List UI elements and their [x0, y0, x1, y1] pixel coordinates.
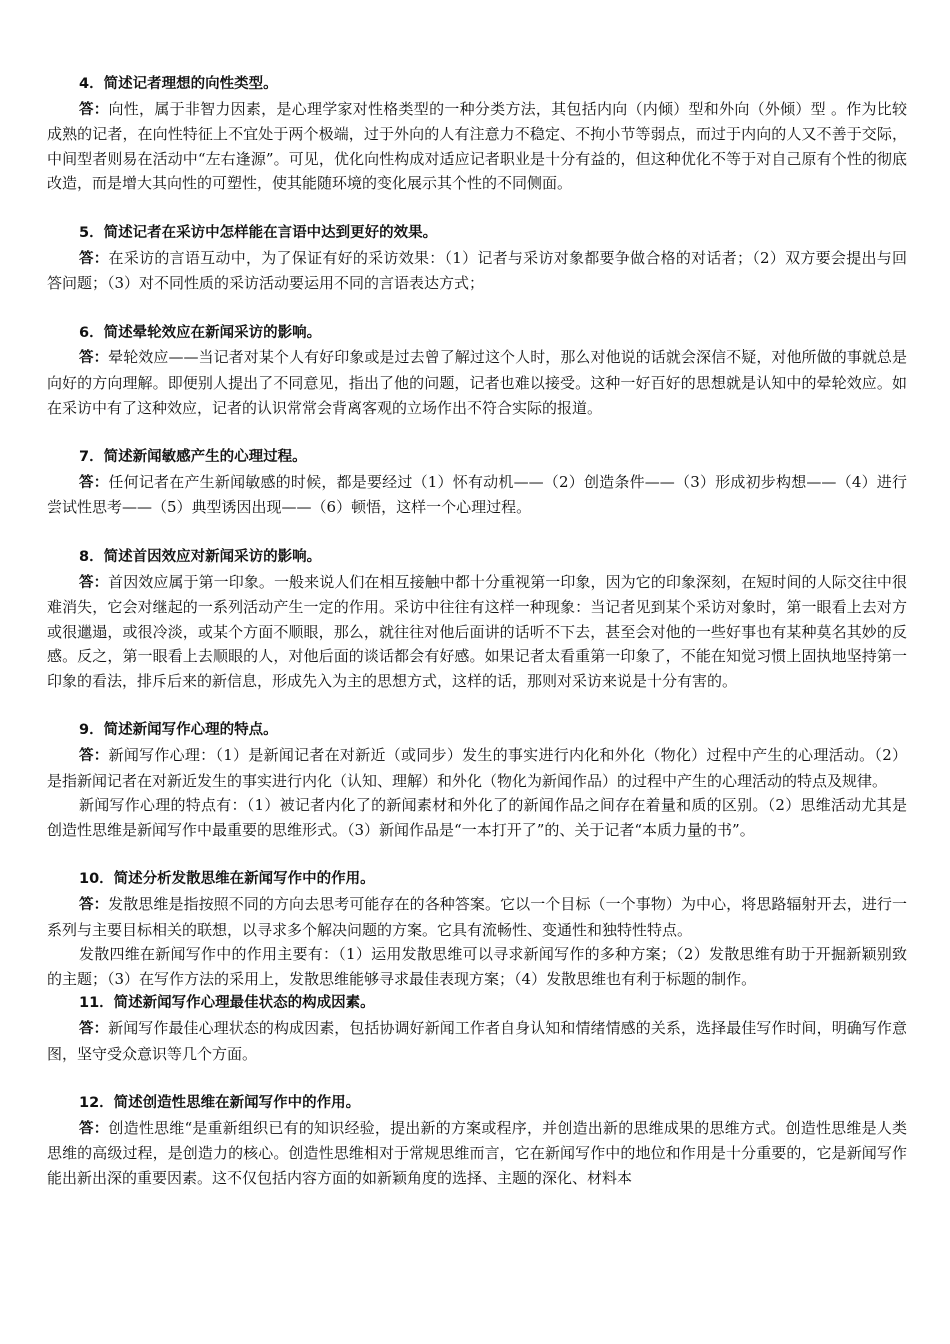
answer-text: 向性，属于非智力因素，是心理学家对性格类型的一种分类方法，其包括内向（内倾）型和外向（外倾）型 。作为比较成熟的记者，在向性特征上不宜处于两个极端，过于外向的人有注意力不稳定、不拘小节等弱点，而过于内向的人又不善于交际，中间型者则易在活动中“左右逢源”。可见，优化向性构成对适应记者职业是十分有益的，但这种优化不等于对自己原有个性的彻底改造，而是增大其向性的可塑性，使其能随环境的变化展示其个性的不同侧面。 — [47, 99, 907, 193]
answer-label: 答： — [79, 748, 109, 765]
qa-item-7 — [47, 445, 907, 520]
answer-paragraph — [47, 246, 907, 296]
answer-text: 首因效应属于第一印象。一般来说人们在相互接触中都十分重视第一印象，因为它的印象深刻，在短时间的人际交往中很难消失，它会对继起的一系列活动产生一定的作用。采访中往往有这样一种现象：当记者见到某个采访对象时，第一眼看上去对方或很邋遢，或很冷淡，或某个方面不顺眼，那么，就往往对他后面讲的话听不下去，甚至会对他的一些好事也有某种莫名其妙的反感。反之，第一眼看上去顺眼的人，对他后面的谈话都会有好感。如果记者太看重第一印象了，不能在知觉习惯上固执地坚持第一印象的看法，排斥后来的新信息，形成先入为主的思想方式，这样的话，那则对采访来说是十分有害的。 — [47, 572, 907, 690]
question-heading: 7．简述新闻敏感产生的心理过程。 — [79, 449, 307, 466]
answer-paragraph — [47, 470, 907, 520]
question-heading: 11．简述新闻写作心理最佳状态的构成因素。 — [79, 995, 375, 1012]
answer-label: 答： — [79, 1021, 109, 1037]
answer-label: 答： — [79, 474, 109, 491]
question-heading: 6．简述晕轮效应在新闻采访的影响。 — [79, 324, 322, 341]
document-page — [47, 72, 907, 1191]
answer-continuation-paragraph: 发散四维在新闻写作中的作用主要有：（1）运用发散思维可以寻求新闻写作的多种方案；（2）发散思维有助于开掘新颖别致的主题；（3）在写作方法的采用上，发散思维能够寻求最佳表现方案；（4）发散思维也有利于标题的制作。 — [47, 945, 907, 988]
answer-text: 创造性思维“是重新组织已有的知识经验，提出新的方案或程序，并创造出新的思维成果的思维方式。创造性思维是人类思维的高级过程，是创造力的核心。创造性思维相对于常规思维而言，它在新闻写作中的地位和作用是十分重要的，它是新闻写作能出新出深的重要因素。这不仅包括内容方面的如新颖角度的选择、主题的深化、材料本 — [47, 1118, 907, 1187]
qa-item-11 — [47, 991, 907, 1066]
qa-item-12 — [47, 1091, 907, 1190]
answer-label: 答： — [79, 1120, 109, 1137]
qa-item-8 — [47, 545, 907, 694]
answer-label: 答： — [79, 101, 109, 118]
answer-paragraph — [47, 892, 907, 942]
question-heading: 9．简述新闻写作心理的特点。 — [79, 722, 278, 739]
answer-label: 答： — [79, 574, 109, 591]
answer-paragraph — [47, 1116, 907, 1191]
qa-item-10 — [47, 867, 907, 991]
answer-continuation-paragraph: 新闻写作心理的特点有：（1）被记者内化了的新闻素材和外化了的新闻作品之间存在着量和质的区别。（2）思维活动尤其是创造性思维是新闻写作中最重要的思维形式。（3）新闻作品是“一本打开了”的、关于记者“本质力量的书”。 — [47, 796, 907, 839]
answer-label: 答： — [79, 897, 109, 914]
answer-paragraph — [47, 1016, 907, 1066]
answer-paragraph — [47, 97, 907, 196]
answer-text: 任何记者在产生新闻敏感的时候，都是要经过（1）怀有动机——（2）创造条件——（3）形成初步构想——（4）进行尝试性思考——（5）典型诱因出现——（6）顿悟，这样一个心理过程。 — [47, 472, 907, 517]
answer-paragraph — [47, 743, 907, 793]
answer-label: 答： — [79, 350, 109, 367]
qa-item-9 — [47, 718, 907, 842]
qa-item-5 — [47, 221, 907, 296]
answer-text: 发散思维是指按照不同的方向去思考可能存在的各种答案。它以一个目标（一个事物）为中心，将思路辐射开去，进行一系列与主要目标相关的联想，以寻求多个解决问题的方案。它具有流畅性、变通性和独特性特点。 — [47, 895, 907, 939]
qa-item-6 — [47, 321, 907, 420]
answer-text: 在采访的言语互动中，为了保证有好的采访效果：（1）记者与采访对象都要争做合格的对话者；（2）双方要会提出与回答问题；（3）对不同性质的采访活动要运用不同的言语表达方式； — [47, 248, 908, 293]
question-heading: 5．简述记者在采访中怎样能在言语中达到更好的效果。 — [79, 224, 438, 241]
question-heading: 8．简述首因效应对新闻采访的影响。 — [79, 548, 322, 565]
answer-paragraph — [47, 345, 907, 420]
question-heading: 4．简述记者理想的向性类型。 — [79, 76, 278, 92]
answer-label: 答： — [79, 250, 109, 267]
answer-text: 新闻写作心理：（1）是新闻记者在对新近（或同步）发生的事实进行内化和外化（物化）过程中产生的心理活动。（2）是指新闻记者在对新近发生的事实进行内化（认知、理解）和外化（物化为新闻作品）的过程中产生的心理活动的特点及规律。 — [47, 746, 908, 790]
qa-item-4 — [47, 72, 907, 196]
answer-text: 新闻写作最佳心理状态的构成因素，包括协调好新闻工作者自身认知和情绪情感的关系，选择最佳写作时间，明确写作意图，坚守受众意识等几个方面。 — [47, 1019, 907, 1063]
answer-text: 晕轮效应——当记者对某个人有好印象或是过去曾了解过这个人时，那么对他说的话就会深信不疑，对他所做的事就总是向好的方向理解。即便别人提出了不同意见，指出了他的问题，记者也难以接受。这种一好百好的思想就是认知中的晕轮效应。如在采访中有了这种效应，记者的认识常常会背离客观的立场作出不符合实际的报道。 — [47, 348, 907, 417]
answer-paragraph — [47, 570, 907, 694]
question-heading: 12．简述创造性思维在新闻写作中的作用。 — [79, 1095, 361, 1112]
question-heading: 10．简述分析发散思维在新闻写作中的作用。 — [79, 871, 375, 888]
